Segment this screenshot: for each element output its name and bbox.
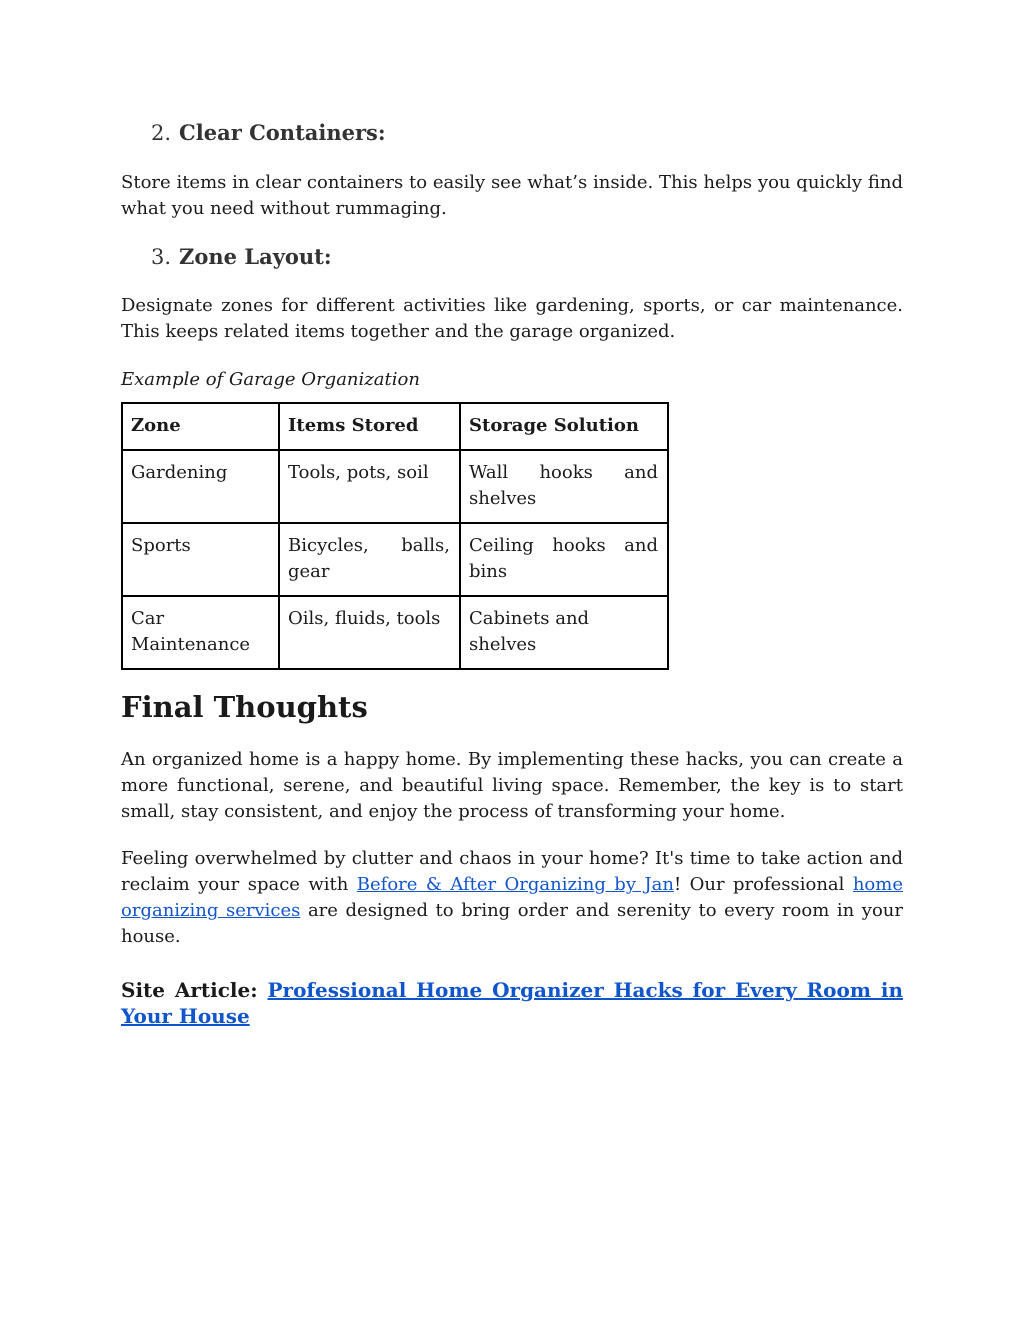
table-cell: Gardening <box>122 450 279 523</box>
table-row <box>122 523 668 596</box>
site-article <box>121 977 903 1029</box>
table-header-items-stored: Items Stored <box>279 403 460 450</box>
cta-text: ! Our professional <box>673 874 853 895</box>
table-header-zone: Zone <box>122 403 279 450</box>
table-cell: Sports <box>122 523 279 596</box>
table-cell: Tools, pots, soil <box>279 450 460 523</box>
table-cell: Bicycles, balls, gear <box>279 523 460 596</box>
table-row <box>122 596 668 669</box>
table-row <box>122 450 668 523</box>
table-cell: Wall hooks and shelves <box>460 450 668 523</box>
heading-number: 3. <box>151 245 172 269</box>
table-caption: Example of Garage Organization <box>121 369 420 390</box>
paragraph-clear-containers: Store items in clear containers to easily see what’s inside. This helps you quickly find what you need without rummaging. <box>121 172 903 219</box>
before-after-organizing-link[interactable]: Before & After Organizing by Jan <box>356 874 674 895</box>
table-cell: Oils, fluids, tools <box>279 596 460 669</box>
garage-organization-table <box>121 402 669 670</box>
heading-title: Zone Layout: <box>179 244 332 269</box>
site-article-link[interactable]: Professional Home Organizer Hacks for Every Room in Your House <box>121 978 904 1028</box>
heading-title: Clear Containers: <box>179 120 386 145</box>
heading-number: 2. <box>151 121 172 145</box>
site-article-label: Site Article: <box>121 978 258 1002</box>
heading-zone-layout <box>151 244 332 269</box>
paragraph-final-thoughts: An organized home is a happy home. By implementing these hacks, you can create a more functional, serene, and beautiful living space. Remember, the key is to start small, stay consistent, and enjoy the process of transforming your home. <box>121 749 903 822</box>
cta-text: are designed to bring order and serenity to every room in your house. <box>121 900 904 947</box>
cta-text: Feeling overwhelmed by clutter and chaos in your home? It's time to take action and reclaim your space with <box>121 848 903 895</box>
table-cell: Ceiling hooks and bins <box>460 523 668 596</box>
paragraph-zone-layout: Designate zones for different activities like gardening, sports, or car maintenance. This keeps related items together and the garage organized. <box>121 295 903 342</box>
table-header-storage-solution: Storage Solution <box>460 403 668 450</box>
home-organizing-services-link[interactable]: home organizing services <box>121 874 903 921</box>
final-thoughts-heading: Final Thoughts <box>121 690 368 724</box>
table-header-row <box>122 403 668 450</box>
table-cell: Cabinets and shelves <box>460 596 668 669</box>
table-cell: Car Maintenance <box>122 596 279 669</box>
paragraph-call-to-action <box>121 846 903 950</box>
heading-clear-containers <box>151 120 386 145</box>
